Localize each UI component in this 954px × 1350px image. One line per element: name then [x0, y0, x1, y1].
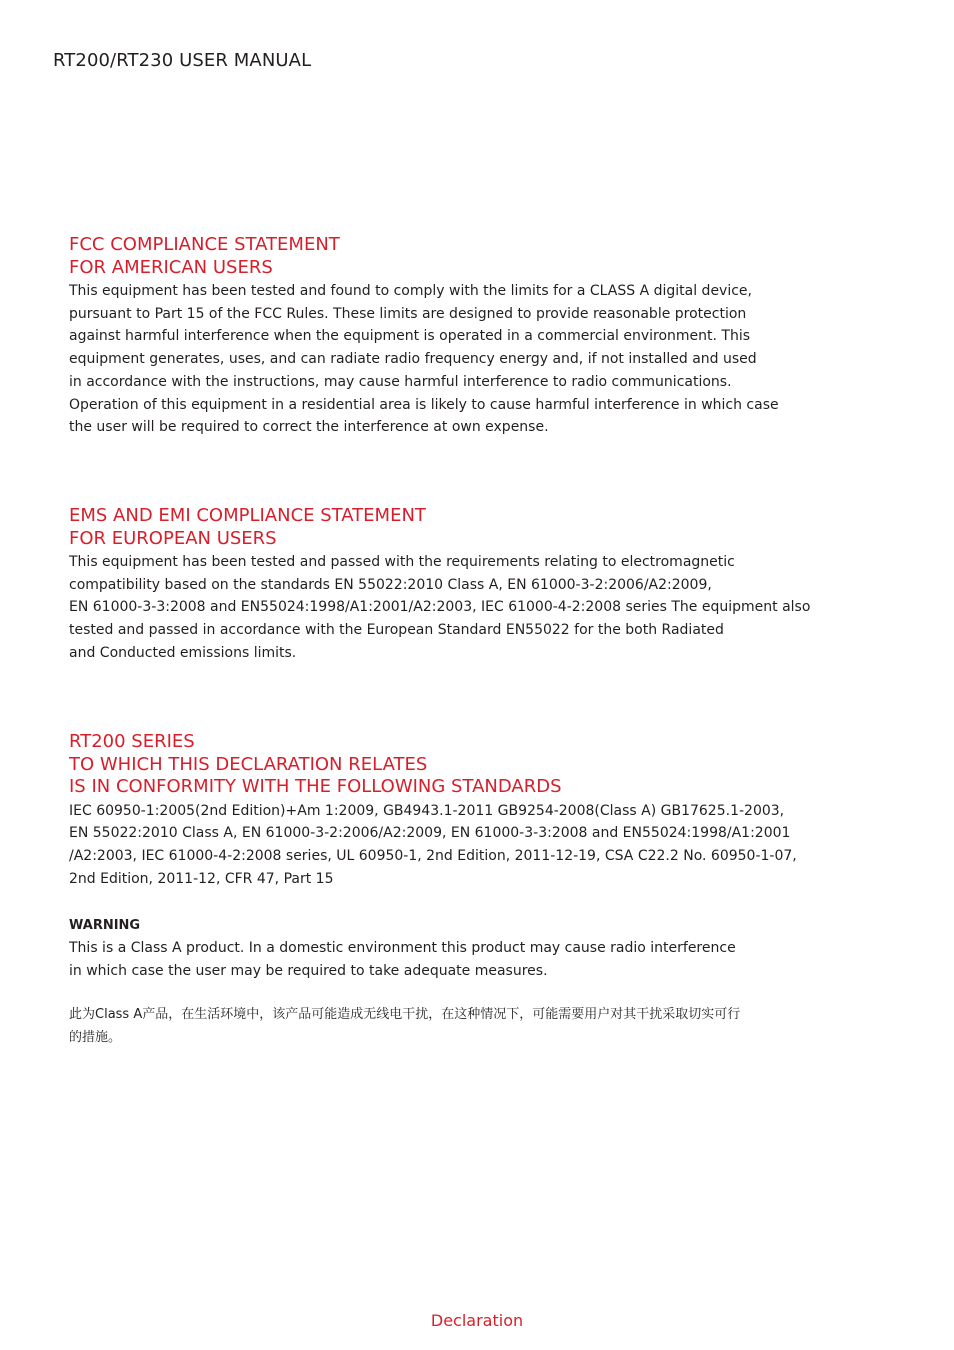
page-footer-label: Declaration — [430, 1311, 524, 1330]
chinese-line: 的措施。 — [69, 1029, 122, 1045]
body-line: Operation of this equipment in a residential area is likely to cause harmful interference in which case — [69, 396, 779, 413]
standards-section — [69, 731, 889, 890]
heading-line: EMS AND EMI COMPLIANCE STATEMENT — [69, 505, 426, 526]
body-line: pursuant to Part 15 of the FCC Rules. These limits are designed to provide reasonable protection — [69, 305, 747, 322]
body-line: IEC 60950-1:2005(2nd Edition)+Am 1:2009, GB4943.1-2011 GB9254-2008(Class A) GB17625.1-2003, — [69, 802, 785, 819]
body-line: in accordance with the instructions, may cause harmful interference to radio communications. — [69, 373, 732, 390]
body-line: This equipment has been tested and found to comply with the limits for a CLASS A digital device, — [69, 283, 752, 299]
warning-label: WARNING — [69, 918, 141, 933]
body-line: EN 55022:2010 Class A, EN 61000-3-2:2006/A2:2009, EN 61000-3-3:2008 and EN55024:1998/A1:2001 — [69, 825, 791, 842]
body-line: EN 61000-3-3:2008 and EN55024:1998/A1:2001/A2:2003, IEC 61000-4-2:2008 series The equipment also — [69, 599, 811, 616]
fcc-body — [69, 280, 889, 439]
standards-heading — [69, 731, 889, 799]
body-line: and Conducted emissions limits. — [69, 644, 297, 661]
warning-section — [69, 915, 889, 1049]
body-line: in which case the user may be required to take adequate measures. — [69, 962, 548, 979]
body-line: 2nd Edition, 2011-12, CFR 47, Part 15 — [69, 870, 334, 887]
body-line: /A2:2003, IEC 61000-4-2:2008 series, UL 60950-1, 2nd Edition, 2011-12-19, CSA C22.2 No. 60950-1-07, — [69, 847, 797, 864]
fcc-section — [69, 234, 889, 439]
warning-body — [69, 937, 889, 982]
heading-line: FOR AMERICAN USERS — [69, 256, 273, 278]
warning-chinese — [69, 1004, 889, 1049]
body-line: against harmful interference when the equipment is operated in a commercial environment. This — [69, 328, 751, 345]
ems-emi-body — [69, 551, 889, 665]
body-line: This is a Class A product. In a domestic environment this product may cause radio interference — [69, 940, 736, 956]
heading-line: FCC COMPLIANCE STATEMENT — [69, 234, 340, 255]
heading-line: TO WHICH THIS DECLARATION RELATES — [69, 753, 428, 775]
chinese-line: 此为Class A产品，在生活环境中，该产品可能造成无线电干扰，在这种情况下，可能需要用户对其干扰采取切实可行 — [69, 1007, 741, 1023]
body-line: equipment generates, uses, and can radiate radio frequency energy and, if not installed and used — [69, 351, 757, 368]
heading-line: FOR EUROPEAN USERS — [69, 527, 277, 549]
standards-body — [69, 800, 889, 891]
body-line: This equipment has been tested and passed with the requirements relating to electromagnetic — [69, 554, 735, 570]
heading-line: IS IN CONFORMITY WITH THE FOLLOWING STANDARDS — [69, 776, 562, 797]
body-line: the user will be required to correct the interference at own expense. — [69, 419, 549, 436]
heading-line: RT200 SERIES — [69, 731, 195, 752]
manual-title: RT200/RT230 USER MANUAL — [53, 50, 312, 71]
fcc-heading — [69, 234, 889, 279]
ems-emi-heading — [69, 505, 889, 550]
ems-emi-section — [69, 505, 889, 665]
body-line: compatibility based on the standards EN 55022:2010 Class A, EN 61000-3-2:2006/A2:2009, — [69, 576, 712, 593]
body-line: tested and passed in accordance with the European Standard EN55022 for the both Radiated — [69, 622, 724, 639]
